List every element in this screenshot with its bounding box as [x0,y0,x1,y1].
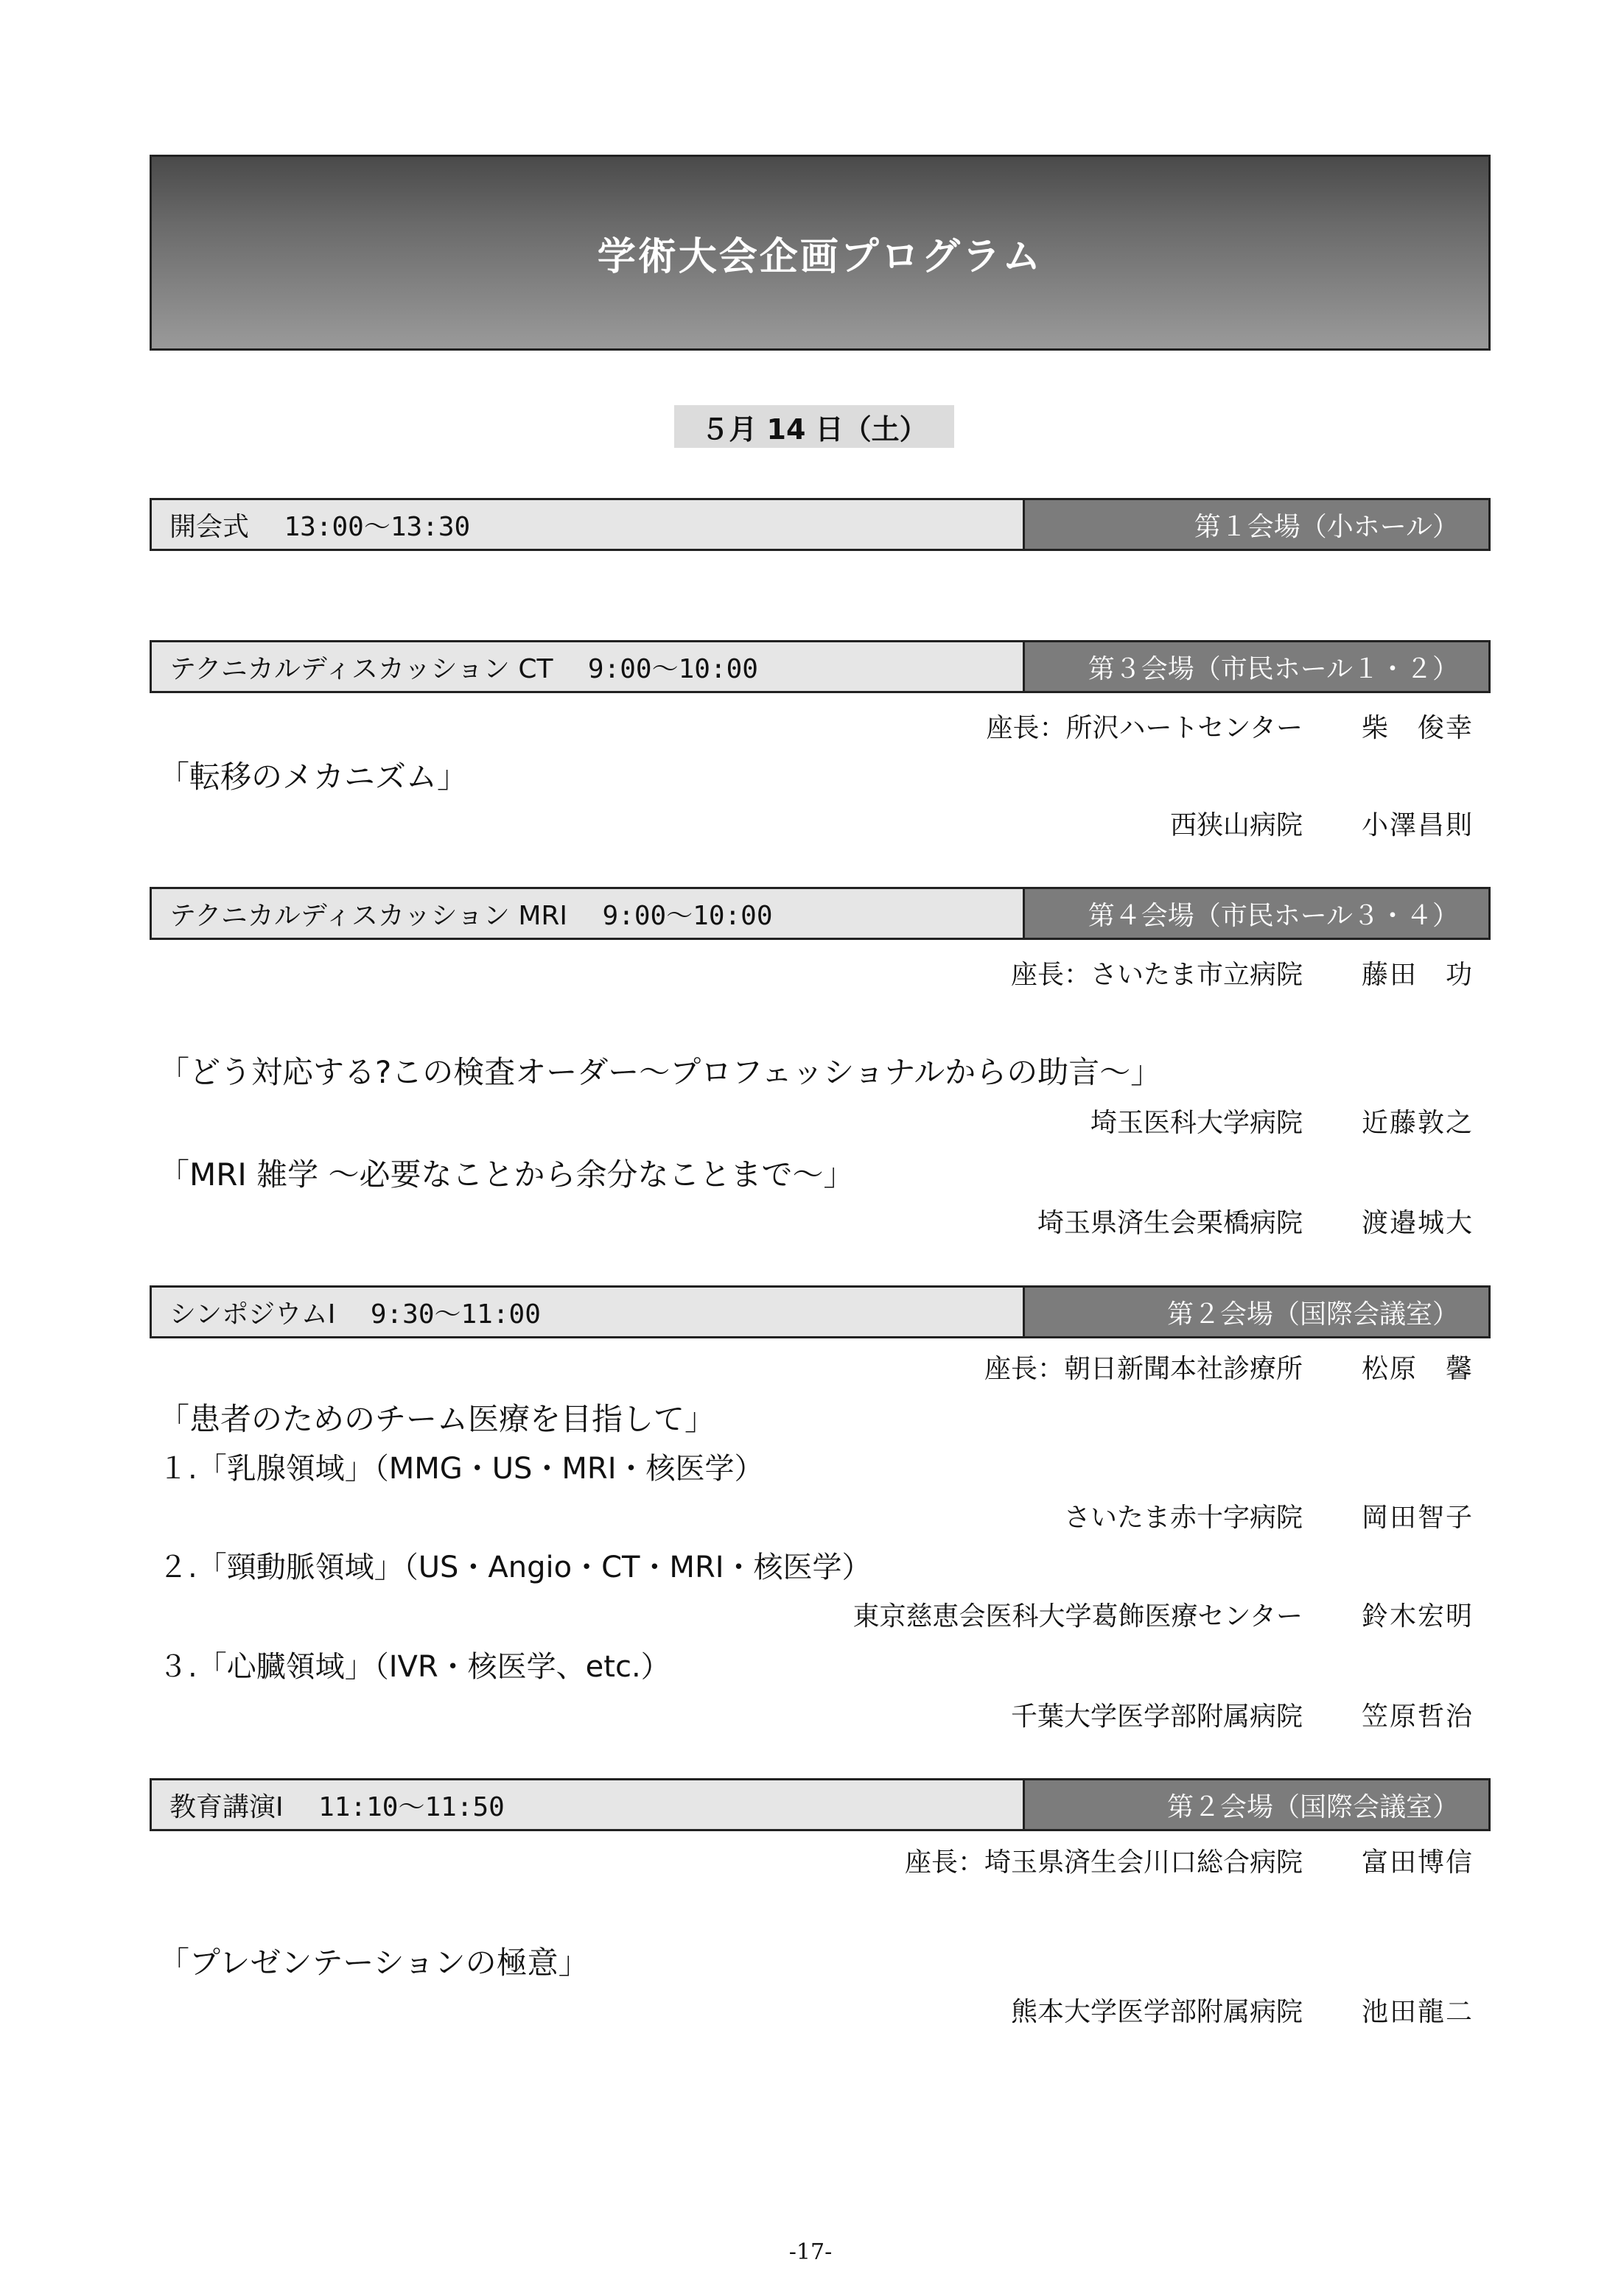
speaker-affiliation: さいたま赤十字病院 [1063,1503,1303,1533]
speaker-row [0,1202,1621,1239]
session-label: シンポジウムⅠ [169,1299,336,1330]
date-label: ５月 14 日（土） [674,405,954,448]
speaker-name: 鈴木宏明 [1362,1601,1474,1632]
session-bar-ct [150,640,1491,693]
page-title: 学術大会企画プログラム [597,234,1043,279]
talk-title: 「転移のメカニズム」 [158,759,469,795]
session-bar-symposium [150,1285,1491,1338]
speaker-name: 岡田智子 [1362,1503,1474,1533]
speaker-affiliation: 埼玉県済生会栗橋病院 [1037,1208,1303,1238]
session-info [152,1288,1025,1336]
symposium-theme: 「患者のためのチーム医療を目指して」 [158,1401,716,1437]
session-venue: 第１会場（小ホール） [1025,500,1488,549]
chair-name: 藤田 功 [1362,960,1474,990]
session-label: テクニカルディスカッション CT [169,653,553,684]
chair-name: 松原 馨 [1362,1354,1474,1384]
session-label: テクニカルディスカッション MRI [169,900,568,931]
chair-name: 柴 俊幸 [1362,713,1474,743]
session-label: 教育講演Ⅰ [169,1791,284,1822]
session-venue: 第３会場（市民ホール１・２） [1025,642,1488,691]
symposium-item-title: ２.「頸動脈領域」（US・Angio・CT・MRI・核医学） [158,1551,872,1584]
talk-title: 「プレゼンテーションの極意」 [158,1945,589,1981]
session-label: 開会式 [169,511,250,542]
speaker-row [0,804,1621,841]
page-number: -17- [788,2239,833,2265]
session-venue: 第２会場（国際会議室） [1025,1780,1488,1829]
session-venue: 第４会場（市民ホール３・４） [1025,889,1488,938]
speaker-affiliation: 東京慈恵会医科大学葛飾医療センター [852,1601,1303,1632]
chair-affiliation: 座長：朝日新聞本社診療所 [984,1354,1303,1384]
session-info [152,500,1025,549]
session-time: 13:00〜13:30 [284,511,471,542]
chair-affiliation: 座長：埼玉県済生会川口総合病院 [904,1847,1303,1878]
speaker-name: 小澤昌則 [1362,810,1474,840]
session-info [152,1780,1025,1829]
session-time: 9:00〜10:00 [602,900,773,931]
session-bar-opening [150,498,1491,551]
symposium-item-title: ３.「心臓領域」（IVR・核医学、etc.） [158,1650,671,1684]
speaker-row [0,1102,1621,1139]
speaker-row [0,1595,1621,1632]
speaker-name: 近藤敦之 [1362,1108,1474,1138]
speaker-name: 渡邉城大 [1362,1208,1474,1238]
speaker-row [0,1696,1621,1732]
chair-row [0,1348,1621,1385]
chair-affiliation: 座長：所沢ハートセンター [986,713,1303,743]
session-time: 11:10〜11:50 [318,1791,505,1822]
speaker-affiliation: 埼玉医科大学病院 [1090,1108,1303,1138]
chair-affiliation: 座長：さいたま市立病院 [1010,960,1303,990]
speaker-name: 笠原哲治 [1362,1702,1474,1732]
session-info [152,642,1025,691]
session-time: 9:00〜10:00 [587,653,758,684]
talk-title: 「MRI 雑学 〜必要なことから余分なことまで〜」 [158,1156,855,1193]
session-time: 9:30〜11:00 [370,1299,541,1330]
speaker-affiliation: 西狭山病院 [1169,810,1303,840]
symposium-item-title: １.「乳腺領域」（MMG・US・MRI・核医学） [158,1452,764,1486]
speaker-row [0,1497,1621,1534]
session-info [152,889,1025,938]
speaker-name: 池田龍二 [1362,1997,1474,2027]
chair-name: 富田博信 [1362,1847,1474,1878]
speaker-affiliation: 千葉大学医学部附属病院 [1010,1702,1303,1732]
chair-row [0,1842,1621,1878]
talk-title: 「どう対応する?この検査オーダー〜プロフェッショナルからの助言〜」 [158,1054,1162,1090]
session-bar-mri [150,887,1491,940]
chair-row [0,707,1621,744]
chair-row [0,954,1621,991]
speaker-affiliation: 熊本大学医学部附属病院 [1010,1997,1303,2027]
speaker-row [0,1991,1621,2028]
session-bar-lecture [150,1778,1491,1831]
program-banner [150,155,1491,351]
session-venue: 第２会場（国際会議室） [1025,1288,1488,1336]
